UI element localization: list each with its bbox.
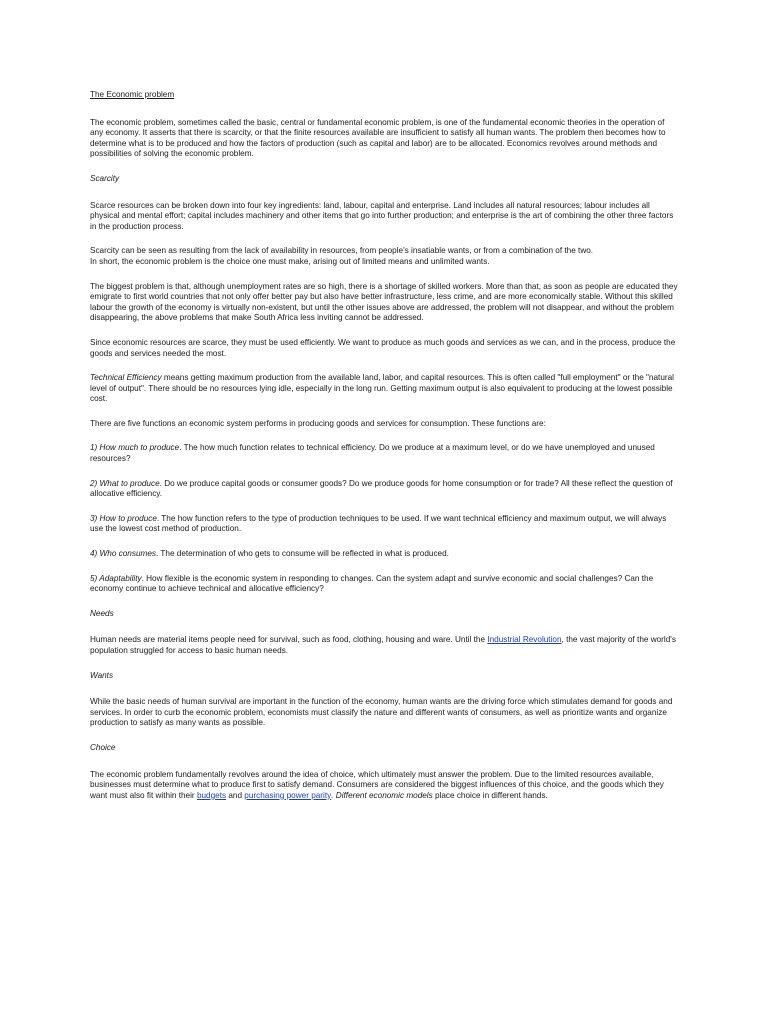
function-text: . The determination of who gets to consume will be reflected in what is produced.: [155, 549, 449, 559]
choice-paragraph: [90, 770, 678, 802]
intro-paragraph: The economic problem, sometimes called the basic, central or fundamental economic problem, is one of the fundamental economic theories in the operation of any economy. It asserts that there is scarcity, or that the finite resources available are insufficient to satisfy all human wants. The problem then becomes how to determine what is to be produced and how the factors of production (such as capital and labor) are to be allocated. Economics revolves around methods and possibilities of solving the economic problem.: [90, 117, 666, 159]
technical-efficiency-term: Technical Efficiency: [90, 373, 162, 383]
document-title: The Economic problem: [90, 90, 175, 99]
choice-text-mid: and: [226, 790, 245, 800]
scarcity-paragraph-2a: Scarcity can be seen as resulting from the lack of availability in resources, from people's insatiable wants, or from a combination of the two.: [90, 246, 594, 256]
choice-text-after: place choice in different hands.: [432, 790, 548, 800]
needs-text-after: , the vast majority of the world's population struggled for access to basic human needs.: [90, 635, 676, 655]
choice-text-before: The economic problem fundamentally revolves around the idea of choice, which ultimately must answer the problem. Due to the limited resources available, businesses must determine what to produce first to satisfy demand. Consumers are considered the biggest influences of this choice, and the goods which they want must also fit within their: [90, 769, 664, 800]
heading-choice: Choice: [90, 742, 116, 752]
function-item: [90, 574, 678, 595]
function-item: [90, 479, 678, 500]
needs-paragraph: [90, 635, 678, 656]
function-term: 5) Adaptability: [90, 573, 142, 583]
function-term: 2) What to produce: [90, 478, 160, 488]
heading-needs: Needs: [90, 608, 114, 618]
scarcity-paragraph-2b: In short, the economic problem is the choice one must make, arising out of limited means and unlimited wants.: [90, 256, 490, 266]
document-body: [90, 90, 678, 815]
function-text: . How flexible is the economic system in responding to changes. Can the system adapt and survive economic and social challenges? Can the economy continue to achieve technical and allocative efficiency?: [90, 573, 654, 594]
industrial-revolution-link[interactable]: Industrial Revolution: [487, 635, 562, 645]
function-item: [90, 443, 678, 464]
technical-efficiency-text: means getting maximum production from the available land, labor, and capital resources. This is often called "full employment" or the "natural level of output". There should be no resources lying idle, especially in the long run. Getting maximum output is also equivalent to producing at the lowest possible cost.: [90, 373, 674, 404]
function-term: 3) How to produce: [90, 513, 157, 523]
functions-intro: There are five functions an economic system performs in producing goods and services for consumption. These functions are:: [90, 418, 546, 428]
scarcity-paragraph-3: The biggest problem is that, although unemployment rates are so high, there is a shortage of skilled workers. More than that, as soon as people are educated they emigrate to first world countries that not only offer better pay but also have better infrastructure, less crime, and are more economically stable. Without this skilled labour the growth of the economy is virtually non-existent, but until the other issues above are addressed, the problem will not disappear, and without the problem disappearing, the above problems that make South Africa less inviting cannot be addressed.: [90, 281, 678, 323]
scarcity-paragraph-4: Since economic resources are scarce, they must be used efficiently. We want to produce as much goods and services as we can, and in the process, produce the goods and services needed the most.: [90, 337, 676, 358]
budgets-link[interactable]: budgets: [196, 790, 227, 800]
function-item: [90, 549, 678, 560]
heading-wants: Wants: [90, 670, 114, 680]
heading-scarcity: Scarcity: [90, 173, 120, 183]
purchasing-power-parity-link[interactable]: purchasing power parity: [244, 790, 332, 800]
function-text: . The how much function relates to technical efficiency. Do we produce at a maximum level, or do we have unemployed and unused resources?: [90, 443, 655, 464]
needs-text-before: Human needs are material items people need for survival, such as food, clothing, housing and ware. Until the: [90, 635, 488, 645]
technical-efficiency-paragraph: [90, 373, 678, 405]
function-item: [90, 514, 678, 535]
different-economic-models-text: . Different economic models: [331, 790, 433, 800]
function-text: . Do we produce capital goods or consumer goods? Do we produce goods for home consumption or for trade? All these reflect the question of allocative efficiency.: [90, 478, 673, 499]
function-text: . The how function refers to the type of production techniques to be used. If we want technical efficiency and maximum output, we will always use the lowest cost method of production.: [90, 513, 667, 534]
function-term: 4) Who consumes: [90, 549, 156, 559]
wants-paragraph: While the basic needs of human survival are important in the function of the economy, human wants are the driving force which stimulates demand for goods and services. In order to curb the economic problem, economists must classify the nature and different wants of consumers, as well as prioritize wants and organize production to satisfy as many wants as possible.: [90, 697, 673, 728]
function-term: 1) How much to produce: [90, 443, 180, 453]
scarcity-paragraph-1: Scarce resources can be broken down into four key ingredients: land, labour, capital and enterprise. Land includes all natural resources; labour includes all physical and mental effort; capital includes machinery and other items that go into further production; and enterprise is the art of combining the other three factors in the production process.: [90, 200, 674, 231]
